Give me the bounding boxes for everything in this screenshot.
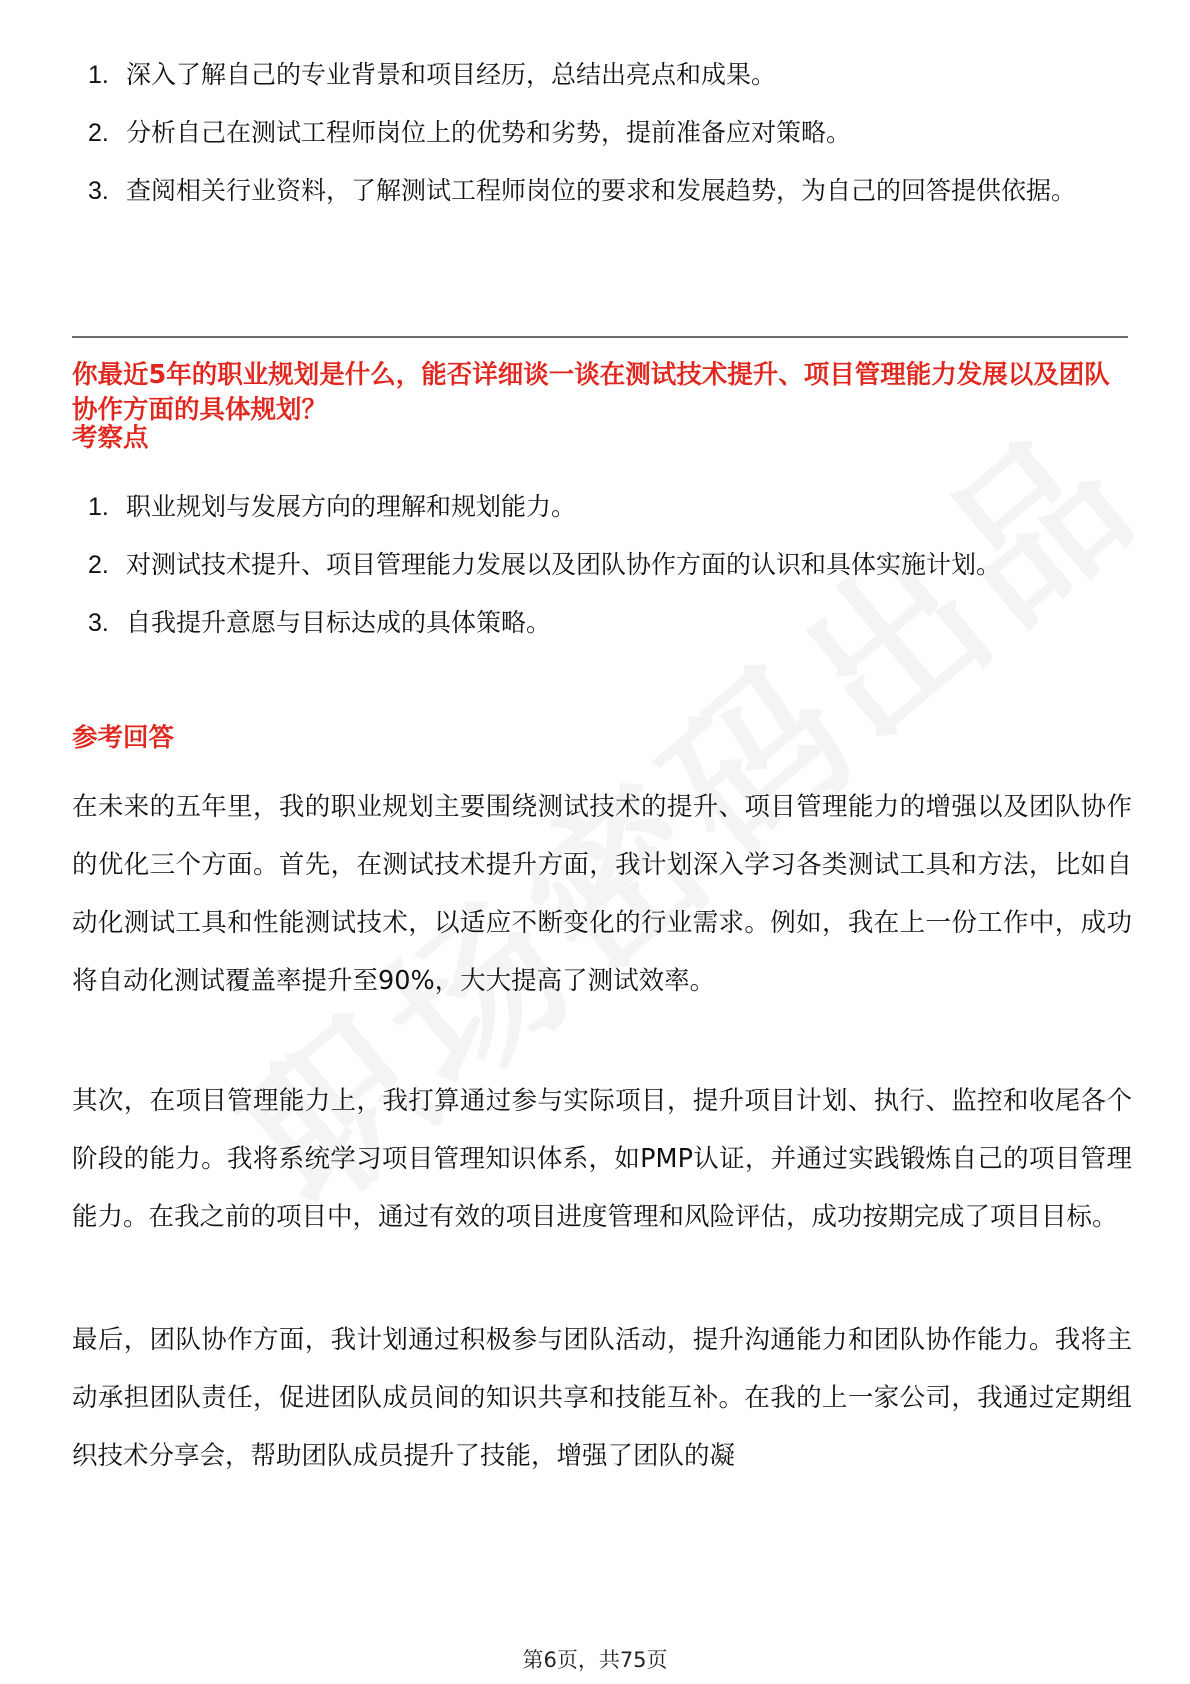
list-item-text: 自我提升意愿与目标达成的具体策略。 (126, 608, 552, 637)
list-item-number: 1. (88, 493, 109, 521)
assessment-list (88, 478, 1128, 652)
list-item (88, 478, 1128, 536)
answer-paragraph: 在未来的五年里，我的职业规划主要围绕测试技术的提升、项目管理能力的增强以及团队协作的优化三个方面。首先，在测试技术提升方面，我计划深入学习各类测试工具和方法，比如自动化测试工具和性能测试技术，以适应不断变化的行业需求。例如，我在上一份工作中，成功将自动化测试覆盖率提升至90%，大大提高了测试效率。 (72, 792, 1132, 996)
list-item-text: 深入了解自己的专业背景和项目经历，总结出亮点和成果。 (126, 60, 777, 89)
list-item (88, 46, 1128, 104)
list-item-number: 3. (88, 177, 109, 205)
answer-paragraph: 其次，在项目管理能力上，我打算通过参与实际项目，提升项目计划、执行、监控和收尾各个阶段的能力。我将系统学习项目管理知识体系，如PMP认证，并通过实践锻炼自己的项目管理能力。在我之前的项目中，通过有效的项目进度管理和风险评估，成功按期完成了项目目标。 (72, 1086, 1132, 1232)
answer-heading: 参考回答 (72, 723, 175, 753)
answer-paragraph: 最后，团队协作方面，我计划通过积极参与团队活动，提升沟通能力和团队协作能力。我将主动承担团队责任，促进团队成员间的知识共享和技能互补。在我的上一家公司，我通过定期组织技术分享会，帮助团队成员提升了技能，增强了团队的凝 (72, 1325, 1132, 1471)
list-item-number: 1. (88, 61, 109, 89)
list-item (88, 104, 1128, 162)
list-item-text: 分析自己在测试工程师岗位上的优势和劣势，提前准备应对策略。 (126, 118, 852, 147)
list-item (88, 594, 1128, 652)
interview-question: 你最近5年的职业规划是什么，能否详细谈一谈在测试技术提升、项目管理能力发展以及团队协作方面的具体规划？ (72, 360, 1110, 425)
list-item-text: 查阅相关行业资料，了解测试工程师岗位的要求和发展趋势，为自己的回答提供依据。 (126, 176, 1077, 205)
list-item (88, 162, 1128, 220)
list-item-number: 2. (88, 119, 109, 147)
list-item-text: 对测试技术提升、项目管理能力发展以及团队协作方面的认识和具体实施计划。 (126, 550, 1002, 579)
list-item-number: 3. (88, 609, 109, 637)
list-item (88, 536, 1128, 594)
preparation-list (88, 46, 1128, 220)
page-footer: 第6页，共75页 (522, 1648, 668, 1672)
list-item-number: 2. (88, 551, 109, 579)
list-item-text: 职业规划与发展方向的理解和规划能力。 (126, 492, 577, 521)
section-divider (72, 336, 1128, 338)
assessment-heading: 考察点 (72, 423, 149, 453)
